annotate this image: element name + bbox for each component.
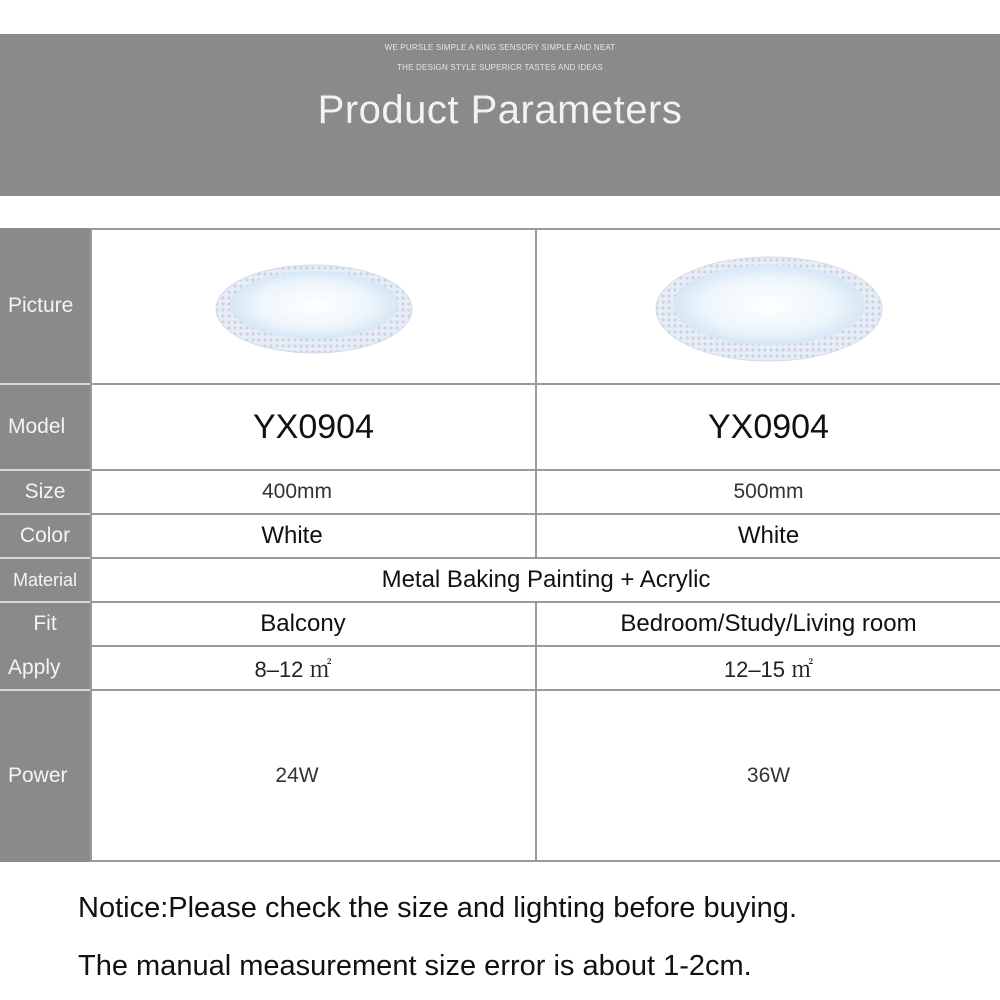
ceiling-lamp-icon	[654, 251, 884, 363]
label-power: Power	[0, 690, 90, 862]
size-value-1: 400mm	[261, 480, 333, 503]
material-value: Metal Baking Painting + Acrylic	[381, 566, 711, 593]
label-divider	[0, 469, 90, 471]
label-picture: Picture	[0, 228, 90, 384]
apply-value-1: 8–12 ㎡	[254, 656, 332, 682]
model-value-2: YX0904	[708, 407, 829, 446]
product-image-400	[92, 230, 535, 383]
label-apply: Apply	[0, 646, 90, 690]
power-value-2: 36W	[746, 763, 791, 787]
size-value-2: 500mm	[733, 480, 804, 503]
model-value-1: YX0904	[253, 407, 374, 446]
header-tagline-1: WE PURSLE SIMPLE A KING SENSORY SIMPLE AND NEAT	[384, 43, 616, 52]
label-divider	[0, 689, 90, 691]
label-divider	[0, 513, 90, 515]
parameters-table	[0, 228, 1000, 862]
label-model: Model	[0, 384, 90, 470]
apply-value-2: 12–15 ㎡	[723, 656, 814, 682]
label-divider	[0, 601, 90, 603]
fit-value-2: Bedroom/Study/Living room	[620, 610, 917, 637]
color-value-2: White	[737, 522, 800, 549]
notice-line-2: The manual measurement size error is about 1-2cm.	[78, 950, 752, 982]
page-title: Product Parameters	[317, 88, 683, 132]
label-divider	[0, 383, 90, 385]
label-fit: Fit	[0, 602, 90, 646]
label-divider	[0, 557, 90, 559]
header-tagline-2: THE DESIGN STYLE SUPERICR TASTES AND IDEAS	[397, 63, 603, 72]
label-material: Material	[0, 558, 90, 602]
label-size: Size	[0, 470, 90, 514]
product-image-500	[537, 230, 1000, 383]
power-value-1: 24W	[275, 763, 319, 787]
grid-line	[90, 860, 1000, 862]
notice-line-1: Notice:Please check the size and lighting before buying.	[78, 892, 797, 924]
fit-value-1: Balcony	[260, 610, 346, 637]
color-value-1: White	[261, 522, 323, 549]
ceiling-lamp-icon	[214, 259, 414, 355]
label-color: Color	[0, 514, 90, 558]
